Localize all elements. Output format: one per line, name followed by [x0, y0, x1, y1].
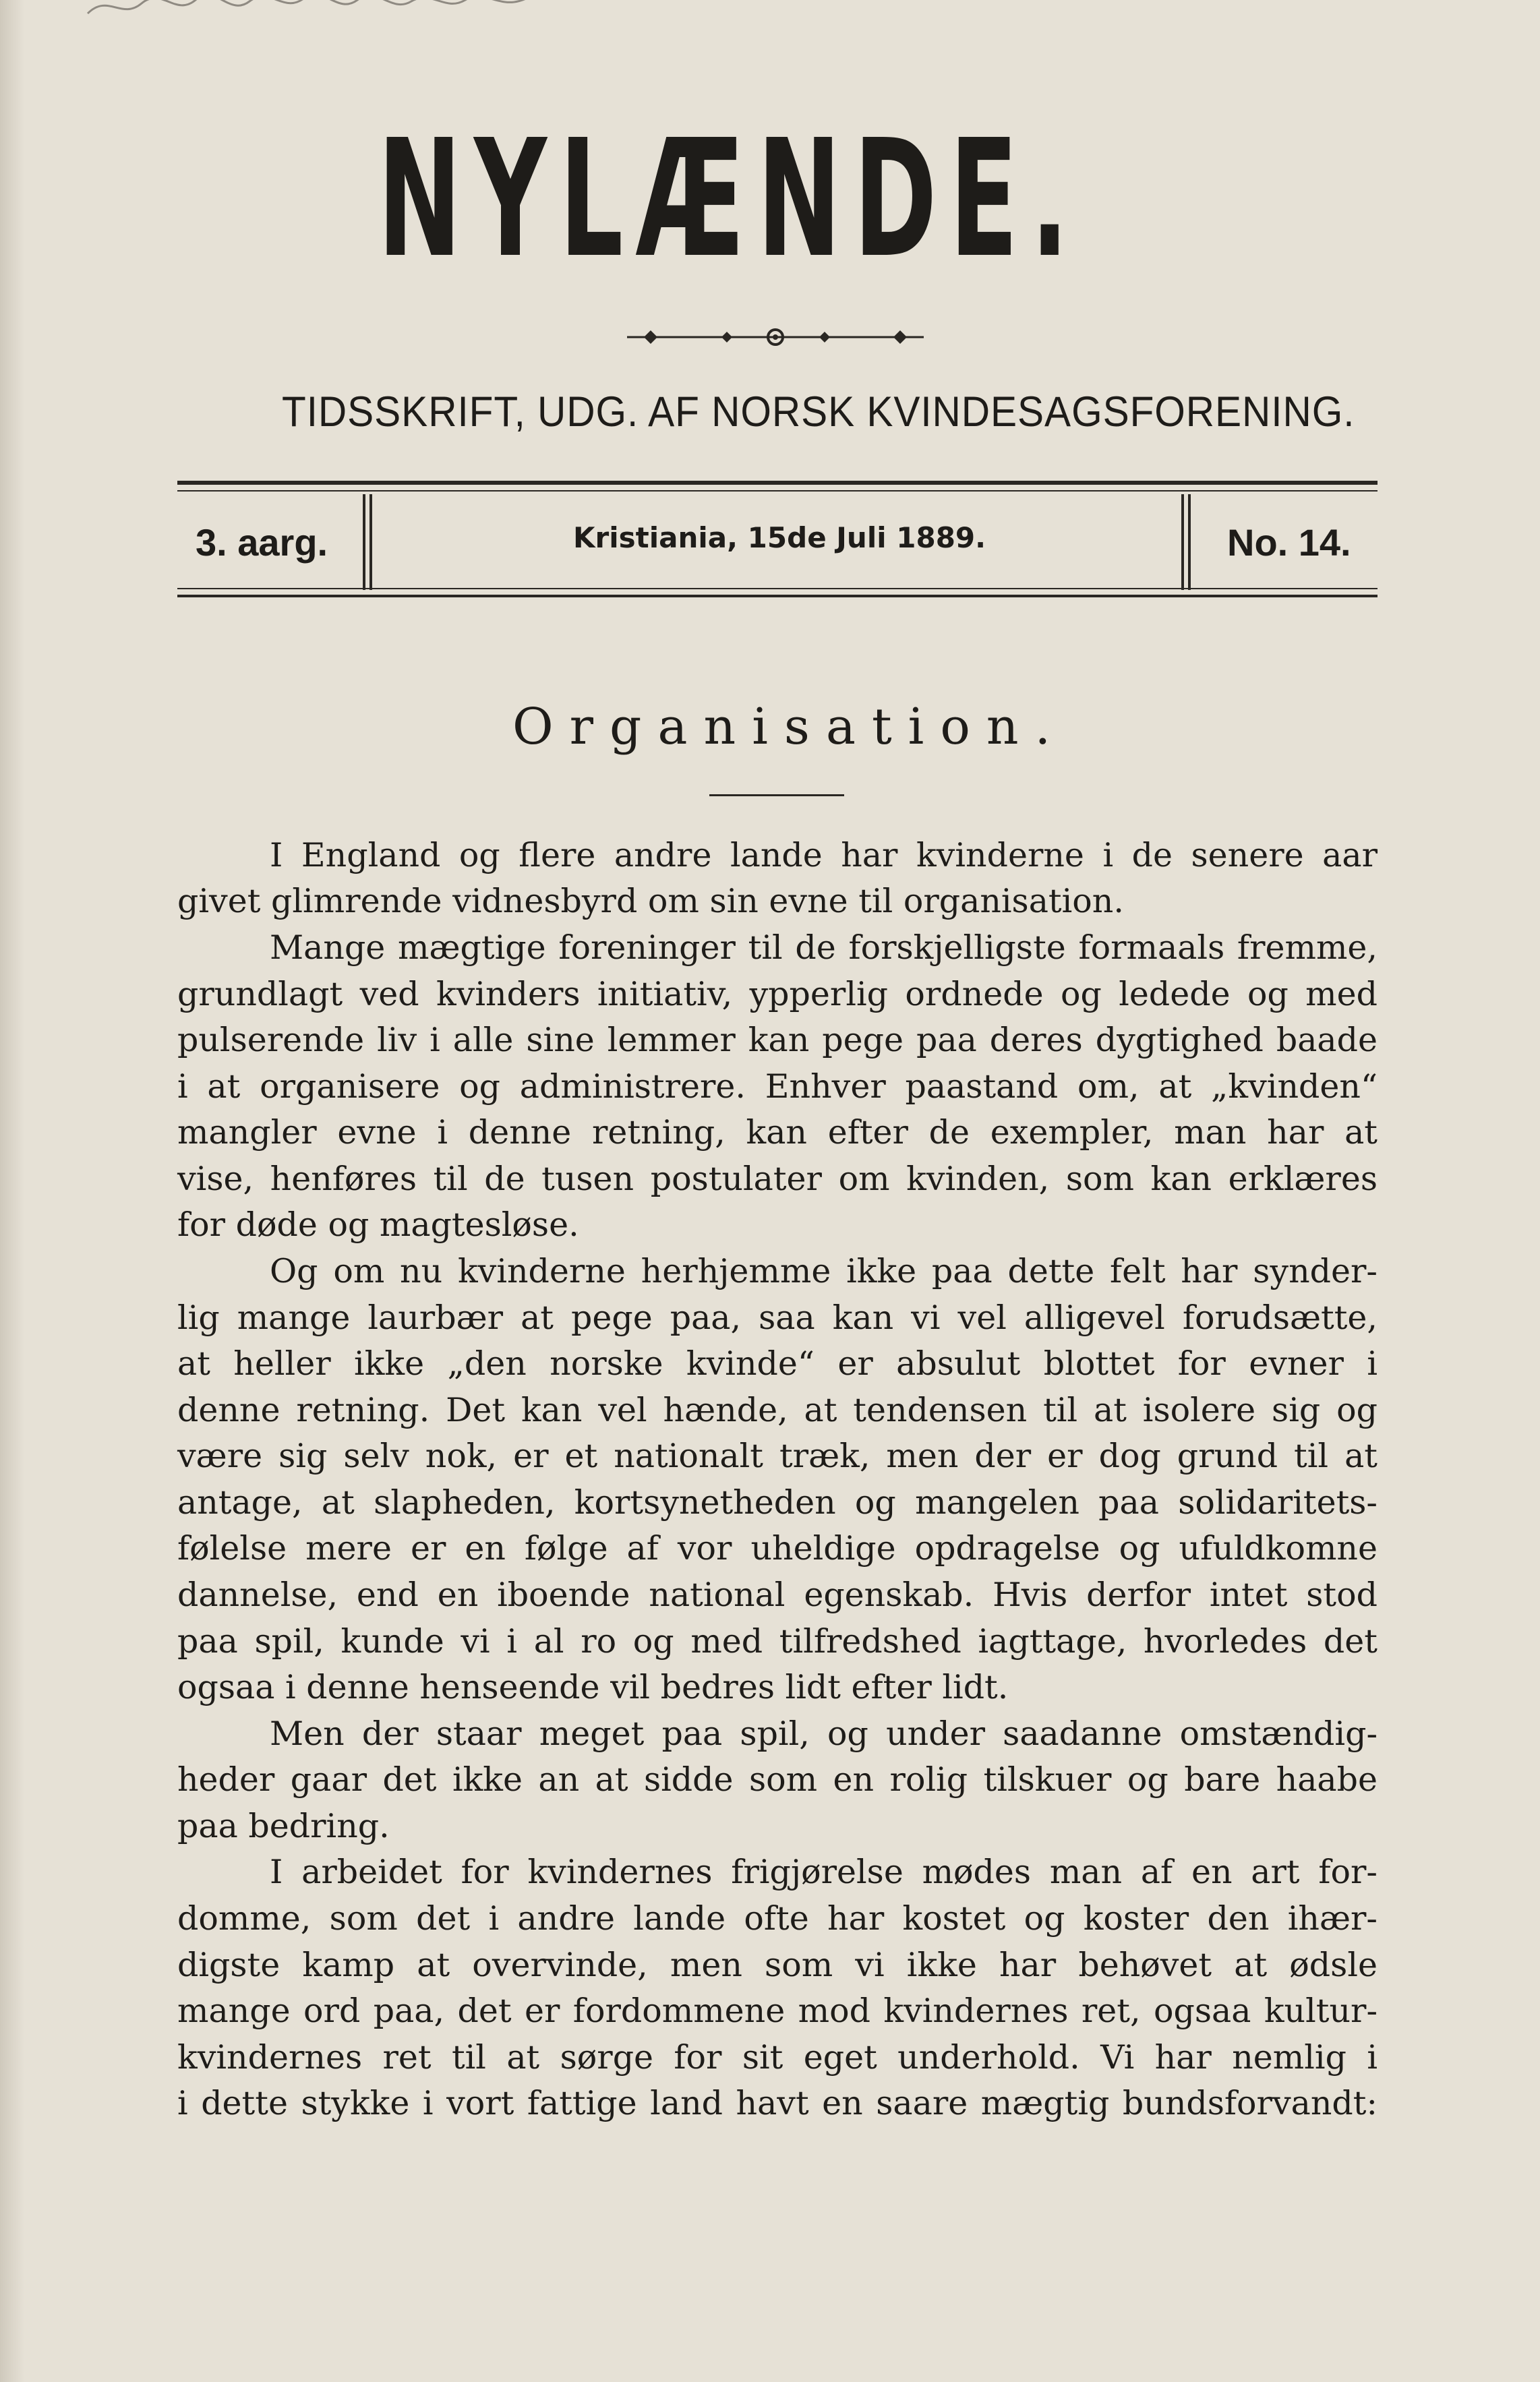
text-line: i at organisere og administrere. Enhver paastand om, at „kvinden“: [177, 1067, 1378, 1106]
text-line: I England og flere andre lande har kvinderne i de senere aar: [270, 836, 1378, 874]
page-edge-shadow: [0, 0, 24, 2382]
text-line: antage, at slapheden, kortsynetheden og mangelen paa solidaritets-: [177, 1483, 1378, 1522]
masthead-title: NYLÆNDE.: [378, 105, 1082, 293]
text-line: digste kamp at overvinde, men som vi ikke har behøvet at ødsle: [177, 1946, 1378, 1984]
header-divider-right-inner: [1188, 494, 1191, 590]
text-line: mangler evne i denne retning, kan efter de exempler, man har at: [177, 1113, 1378, 1152]
handwritten-scrawl: [81, 0, 553, 27]
text-line: at heller ikke „den norske kvinde“ er absulut blottet for evner i: [177, 1344, 1378, 1383]
text-line: vise, henføres til de tusen postulater om kvinden, som kan erklæres: [177, 1160, 1378, 1198]
header-rule-bottom-thin: [177, 588, 1378, 589]
text-line: mange ord paa, det er fordommene mod kvindernes ret, ogsaa kultur-: [177, 1992, 1378, 2030]
text-line: paa bedring.: [177, 1807, 390, 1845]
text-line: I arbeidet for kvindernes frigjørelse mødes man af en art for-: [270, 1853, 1378, 1891]
text-line: givet glimrende vidnesbyrd om sin evne til organisation.: [177, 882, 1124, 920]
header-rule-top-thick: [177, 481, 1378, 485]
header-divider-left-inner: [369, 494, 372, 590]
text-line: Men der staar meget paa spil, og under saadanne omstændig-: [270, 1715, 1378, 1753]
text-line: dannelse, end en iboende national egenskab. Hvis derfor intet stod: [177, 1576, 1378, 1614]
header-divider-left: [363, 494, 365, 590]
text-line: paa spil, kunde vi i al ro og med tilfredshed iagttage, hvorledes det: [177, 1622, 1378, 1661]
heading-underline: [709, 794, 844, 796]
header-rule-top-thin: [177, 490, 1378, 492]
article-heading: Organisation.: [512, 698, 1067, 756]
text-line: domme, som det i andre lande ofte har kostet og koster den ihær-: [177, 1899, 1378, 1938]
text-line: pulserende liv i alle sine lemmer kan pege paa deres dygtighed baade: [177, 1021, 1378, 1059]
text-line: lig mange laurbær at pege paa, saa kan vi vel alligevel forudsætte,: [177, 1299, 1378, 1337]
text-line: for døde og magtesløse.: [177, 1205, 579, 1244]
text-line: denne retning. Det kan vel hænde, at tendensen til at isolere sig og: [177, 1391, 1378, 1429]
header-rule-bottom-thick: [177, 595, 1378, 597]
text-line: være sig selv nok, er et nationalt træk, men der er dog grund til at: [177, 1437, 1378, 1475]
text-line: kvindernes ret til at sørge for sit eget underhold. Vi har nemlig i: [177, 2038, 1378, 2077]
text-line: grundlagt ved kvinders initiativ, ypperlig ordnede og ledede og med: [177, 975, 1378, 1013]
text-line: Mange mægtige foreninger til de forskjelligste formaals fremme,: [270, 928, 1378, 967]
header-divider-right: [1181, 494, 1184, 590]
journal-subtitle: TIDSSKRIFT, UDG. AF NORSK KVINDESAGSFORENING.: [282, 388, 1355, 436]
text-line: følelse mere er en følge af vor uheldige opdragelse og ufuldkomne: [177, 1529, 1378, 1568]
text-line: heder gaar det ikke an at sidde som en rolig tilskuer og bare haabe: [177, 1760, 1378, 1799]
issue-number-label: No. 14.: [1227, 521, 1351, 564]
place-date-label: Kristiania, 15de Juli 1889.: [573, 521, 986, 554]
volume-label: 3. aarg.: [196, 521, 328, 564]
text-line: i dette stykke i vort fattige land havt en saare mægtig bundsforvandt:: [177, 2084, 1378, 2122]
text-line: ogsaa i denne henseende vil bedres lidt efter lidt.: [177, 1668, 1009, 1706]
text-line: Og om nu kvinderne herhjemme ikke paa dette felt har synder-: [270, 1252, 1378, 1290]
ornament-divider: [620, 324, 930, 351]
